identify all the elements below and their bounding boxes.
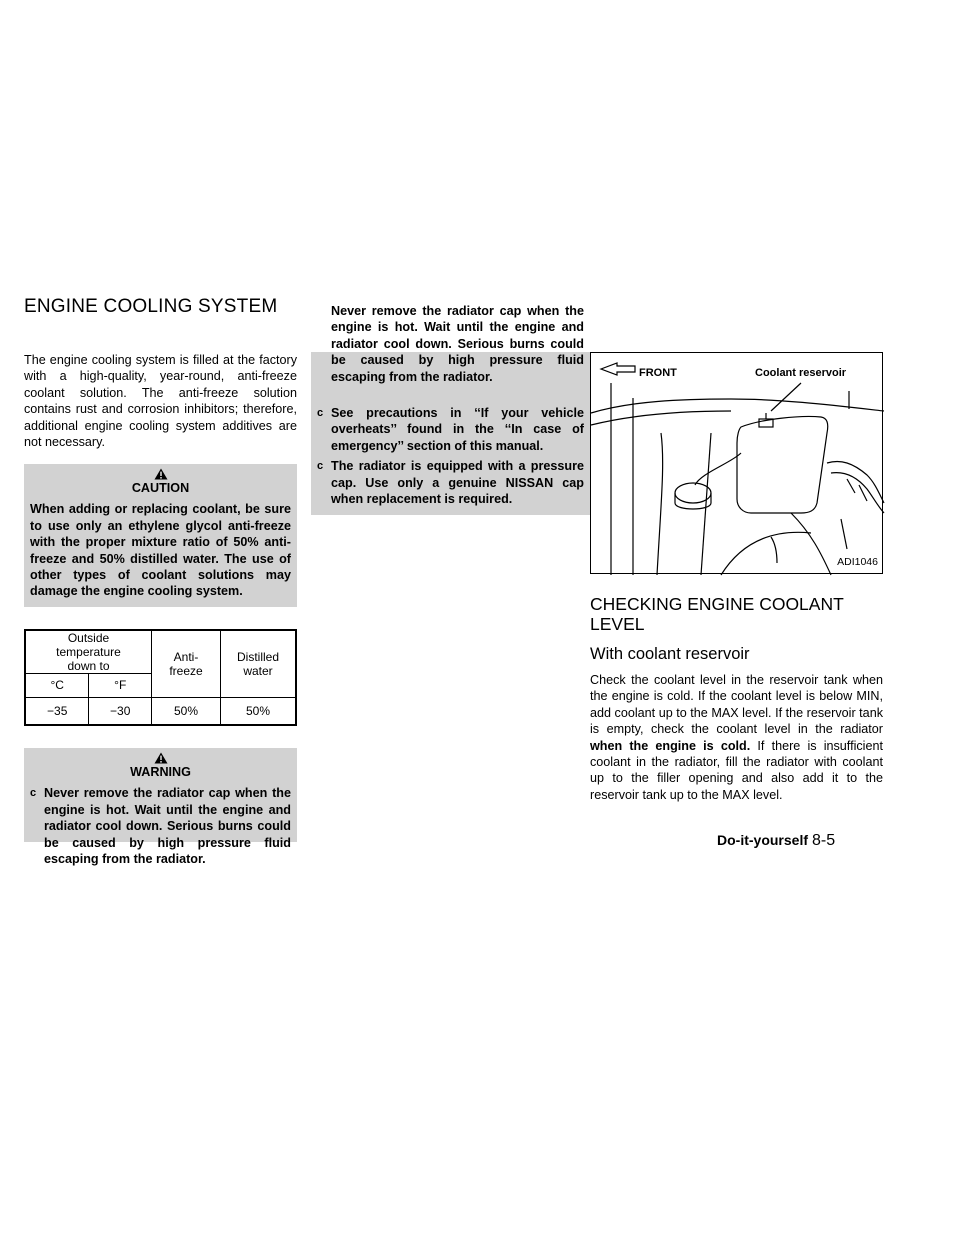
checking-text-bold: when the engine is cold. [590, 738, 751, 753]
warning-item-3-text: The radiator is equipped with a pressure cap. Use only a genuine NISSAN cap when replacement is required. [331, 459, 584, 507]
column-left [24, 352, 297, 866]
warning-item-3 [317, 458, 584, 507]
warning-triangle-icon [154, 752, 168, 764]
warning-item-1-continued [317, 304, 584, 401]
checking-heading: CHECKING ENGINE COOLANT LEVEL [590, 594, 844, 634]
coolant-mixture-table [24, 629, 297, 727]
bullet-mark: c [317, 407, 324, 419]
page-footer [717, 832, 835, 850]
checking-text-part-1: Check the coolant level in the reservoir tank when the engine is cold. If the coolant level is below MIN, add coolant up to the MAX level. If the reservoir tank is empty, check the coolant level in the radiator [590, 673, 883, 737]
page-number: 8-5 [812, 832, 836, 849]
column-middle [311, 304, 590, 515]
bullet-mark: c [30, 787, 37, 800]
warning-item-2 [317, 405, 584, 454]
caution-box [24, 464, 297, 606]
table-cell-antifreeze: 50% [152, 697, 221, 725]
caution-title: CAUTION [131, 481, 190, 496]
intro-paragraph: The engine cooling system is filled at the factory with a high-quality, year-round, anti-freeze coolant solution. The anti-freeze solution contains rust and corrosion inhibitors; therefore, additional engine cooling system additives are not necessary. [24, 353, 297, 450]
table-header-fahrenheit: °F [89, 673, 152, 697]
engine-bay-illustration [591, 353, 884, 575]
caution-text: When adding or replacing coolant, be sure to use only an ethylene glycol anti-freeze with the proper mixture ratio of 50% anti-freeze and 50% distilled water. The use of other types of coolant solutions may damage the engine cooling system. [30, 502, 291, 599]
warning-item-1-continued-text: Never remove the radiator cap when the engine is hot. Wait until the engine and radiator cool down. Serious burns could be caused by high pressure fluid escaping from the radiator. [331, 304, 584, 384]
warning-item-1-text: Never remove the radiator cap when the engine is hot. Wait until the engine and radiator cool down. Serious burns could be caused by high pressure fluid escaping from the radiator. [44, 786, 291, 866]
table-header-celsius: °C [25, 673, 89, 697]
warning-item-2-text: See precautions in ‘‘If your vehicle overheats’’ found in the ‘‘In case of emergency’’ section of this manual. [331, 406, 584, 453]
footer-section-name: Do-it-yourself [717, 832, 808, 848]
table-cell-distilled-water: 50% [221, 697, 297, 725]
warning-box [24, 748, 297, 866]
figure-label-front: FRONT [639, 367, 677, 379]
table-header-outside-temperature: Outside temperature down to [25, 630, 152, 674]
warning-header [30, 748, 291, 781]
bullet-mark: c [317, 460, 324, 473]
table-header-antifreeze: Anti-freeze [152, 630, 221, 698]
figure-label-coolant-reservoir: Coolant reservoir [755, 367, 847, 379]
figure-code: ADI1046 [837, 556, 878, 568]
section-title: ENGINE COOLING SYSTEM [24, 296, 278, 317]
table-cell-celsius: −35 [25, 697, 89, 725]
table-header-distilled-water: Distilled water [221, 630, 297, 698]
warning-item-1 [30, 785, 291, 866]
checking-text-part-2: If there is insufficient coolant in the radiator, fill the radiator with coolant up to the filler opening and also add it to the reservoir tank up to the MAX level. [590, 738, 883, 802]
warning-triangle-icon [154, 468, 168, 480]
checking-subheading: With coolant reservoir [590, 645, 750, 663]
warning-title: WARNING [130, 765, 191, 780]
table-cell-fahrenheit: −30 [89, 697, 152, 725]
warning-box-continued [311, 304, 590, 515]
checking-paragraph [590, 672, 883, 803]
coolant-reservoir-figure [590, 352, 883, 574]
column-right [590, 352, 883, 803]
caution-header [30, 464, 291, 497]
